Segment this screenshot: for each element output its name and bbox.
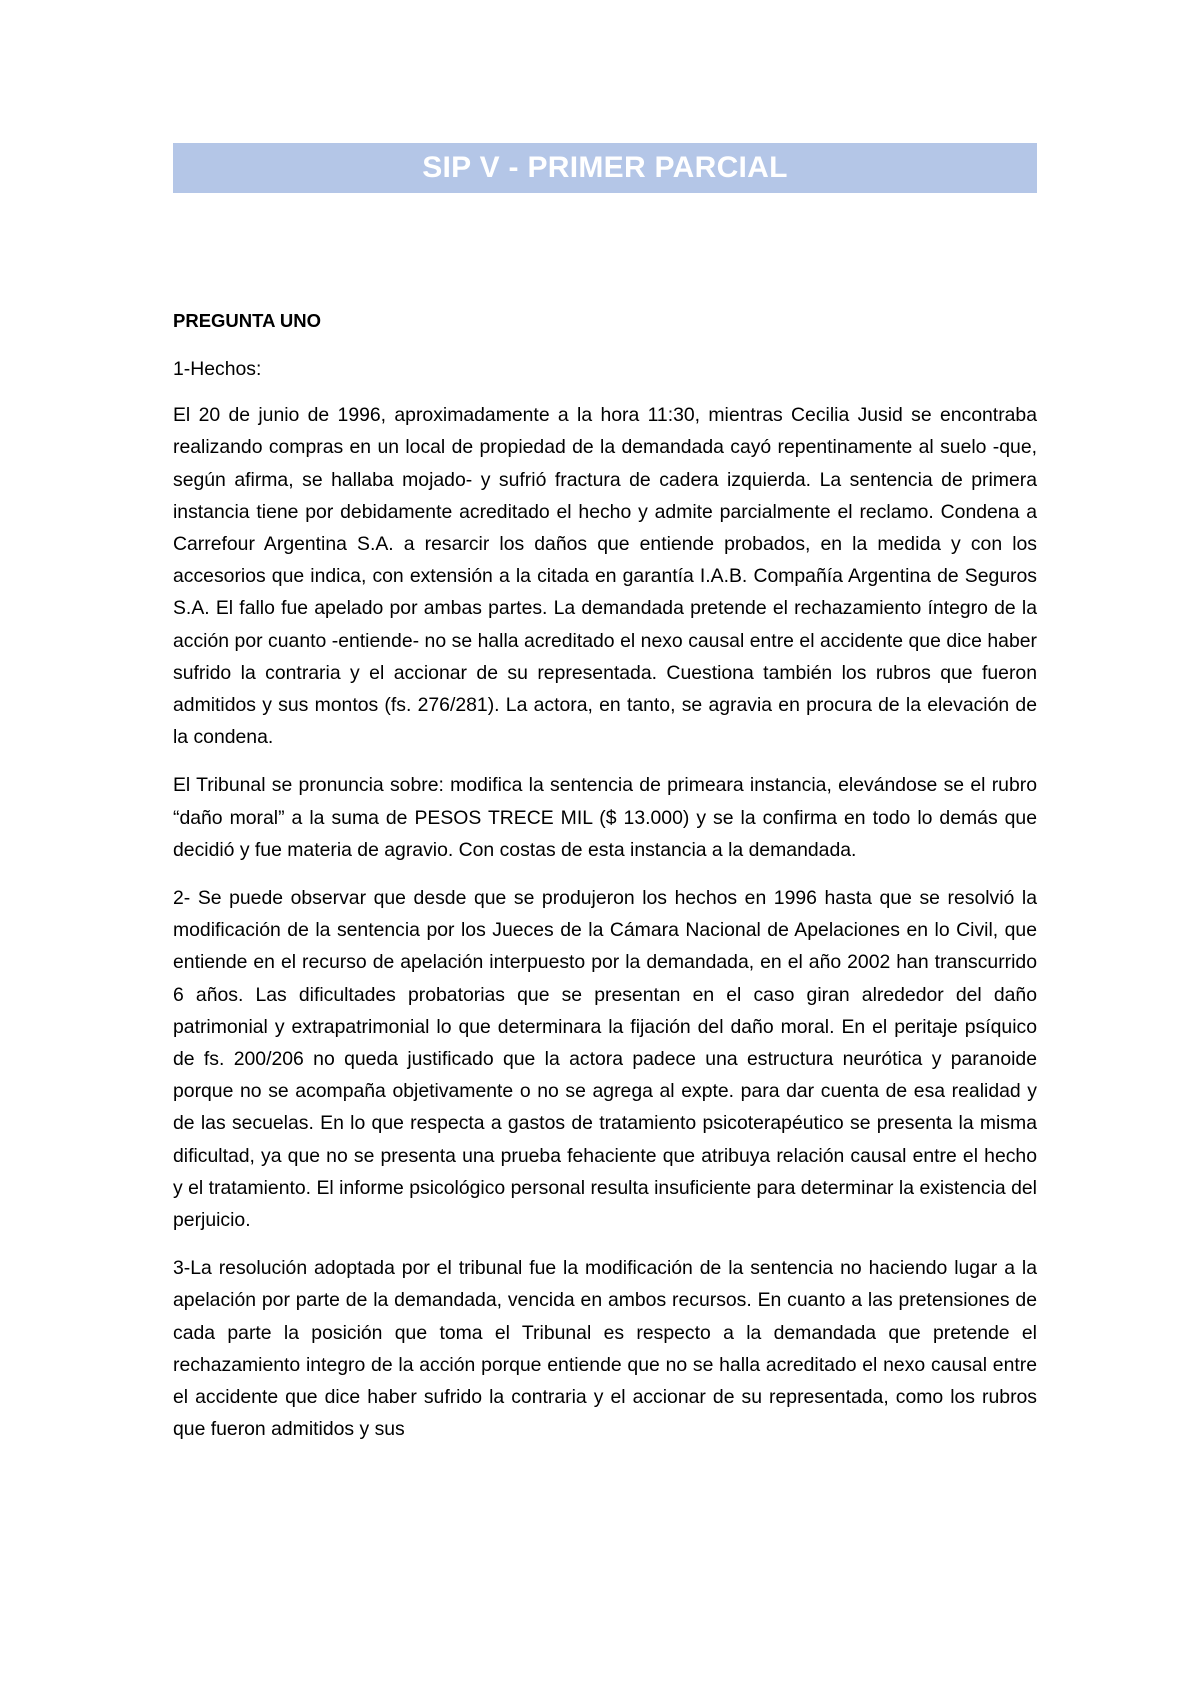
paragraph-hechos-label: 1-Hechos: <box>173 358 262 380</box>
document-body <box>173 305 1037 1462</box>
paragraph-point-2: 2- Se puede observar que desde que se produjeron los hechos en 1996 hasta que se resolvió la modificación de la sentencia por los Jueces de la Cámara Nacional de Apelaciones en lo Civil, que entiende en el recurso de apelación interpuesto por la demandada, en el año 2002 han transcurrido 6 años. Las dificultades probatorias que se presentan en el caso giran alrededor del daño patrimonial y extrapatrimonial lo que determinara la fijación del daño moral. En el peritaje psíquico de fs. 200/206 no queda justificado que la actora padece una estructura neurótica y paranoide porque no se acompaña objetivamente o no se agrega al expte. para dar cuenta de esa realidad y de las secuelas. En lo que respecta a gastos de tratamiento psicoterapéutico se presenta la misma dificultad, ya que no se presenta una prueba fehaciente que atribuya relación causal entre el hecho y el tratamiento. El informe psicológico personal resulta insuficiente para determinar la existencia del perjuicio. <box>173 887 1037 1232</box>
document-title: SIP V - PRIMER PARCIAL <box>422 151 788 184</box>
paragraph-hechos: El 20 de junio de 1996, aproximadamente a la hora 11:30, mientras Cecilia Jusid se encontraba realizando compras en un local de propiedad de la demandada cayó repentinamente al suelo -que, según afirma, se hallaba mojado- y sufrió fractura de cadera izquierda. La sentencia de primera instancia tiene por debidamente acreditado el hecho y admite parcialmente el reclamo. Condena a Carrefour Argentina S.A. a resarcir los daños que entiende probados, en la medida y con los accesorios que indica, con extensión a la citada en garantía I.A.B. Compañía Argentina de Seguros S.A. El fallo fue apelado por ambas partes. La demandada pretende el rechazamiento íntegro de la acción por cuanto -entiende- no se halla acreditado el nexo causal entre el accidente que dice haber sufrido la contraria y el accionar de su representada. Cuestiona también los rubros que fueron admitidos y sus montos (fs. 276/281). La actora, en tanto, se agravia en procura de la elevación de la condena. <box>173 404 1037 749</box>
title-banner <box>173 143 1037 193</box>
paragraph-point-3: 3-La resolución adoptada por el tribunal fue la modificación de la sentencia no haciendo lugar a la apelación por parte de la demandada, vencida en ambos recursos. En cuanto a las pretensiones de cada parte la posición que toma el Tribunal es respecto a la demandada que pretende el rechazamiento integro de la acción porque entiende que no se halla acreditado el nexo causal entre el accidente que dice haber sufrido la contraria y el accionar de su representada, como los rubros que fueron admitidos y sus <box>173 1257 1037 1441</box>
section-heading: PREGUNTA UNO <box>173 310 321 331</box>
paragraph-tribunal: El Tribunal se pronuncia sobre: modifica la sentencia de primeara instancia, elevándose se el rubro “daño moral” a la suma de PESOS TRECE MIL ($ 13.000) y se la confirma en todo lo demás que decidió y fue materia de agravio. Con costas de esta instancia a la demandada. <box>173 774 1037 861</box>
